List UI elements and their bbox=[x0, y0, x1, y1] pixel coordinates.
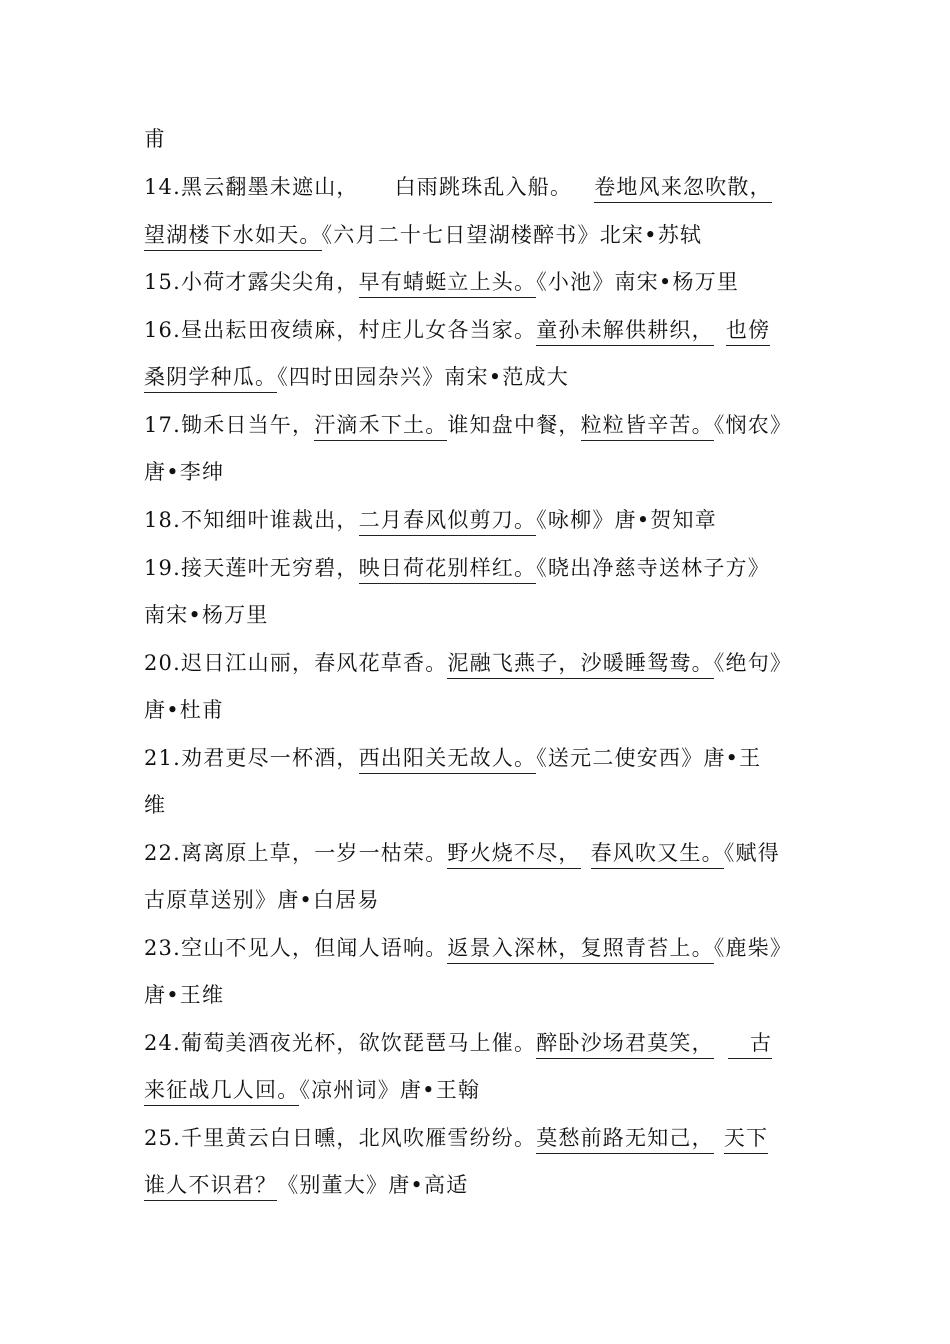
fill-in-answer: 天下 bbox=[724, 1126, 768, 1154]
text-line bbox=[144, 1077, 824, 1103]
line-text: 17.锄禾日当午， bbox=[144, 413, 315, 437]
fill-in-answer: 泥融飞燕子， bbox=[447, 651, 580, 679]
fill-in-answer: 谁人不识君？ bbox=[144, 1173, 277, 1201]
text-line bbox=[144, 126, 824, 152]
text-line bbox=[144, 697, 824, 723]
line-text: 22.离离原上草，一岁一枯荣。 bbox=[144, 841, 448, 865]
text-line bbox=[144, 1030, 824, 1056]
line-text: 唐•王维 bbox=[144, 983, 225, 1007]
line-text: 《赋得 bbox=[723, 841, 780, 865]
fill-in-answer: 也傍 bbox=[726, 318, 770, 346]
line-text: 维 bbox=[144, 793, 167, 817]
line-text: 20.迟日江山丽，春风花草香。 bbox=[144, 651, 448, 675]
fill-in-answer: 卷地风来忽吹散， bbox=[594, 175, 772, 203]
fill-in-answer: 早有蜻蜓立上头。 bbox=[359, 270, 537, 298]
fill-in-answer: 古 bbox=[728, 1031, 772, 1059]
text-line bbox=[144, 887, 824, 913]
fill-in-answer: 野火烧不尽， bbox=[447, 841, 580, 869]
text-line bbox=[144, 412, 824, 438]
text-line bbox=[144, 459, 824, 485]
text-line bbox=[144, 935, 824, 961]
text-line bbox=[144, 1125, 824, 1151]
line-text: 唐•杜甫 bbox=[144, 698, 225, 722]
fill-in-answer: 复照青苔上。 bbox=[581, 936, 714, 964]
fill-in-answer: 西出阳关无故人。 bbox=[359, 746, 537, 774]
line-text: 《小池》南宋•杨万里 bbox=[536, 270, 740, 294]
text-line bbox=[144, 792, 824, 818]
line-text: 24.葡萄美酒夜光杯，欲饮琵琶马上催。 bbox=[144, 1031, 537, 1055]
fill-in-answer: 汗滴禾下土。 bbox=[314, 413, 447, 441]
fill-in-answer: 映日荷花别样红。 bbox=[359, 556, 537, 584]
line-text: 甫 bbox=[144, 127, 167, 151]
line-text: 唐•李绅 bbox=[144, 460, 225, 484]
text-line bbox=[144, 507, 824, 533]
line-text: 白雨跳珠乱入船。 bbox=[394, 175, 573, 199]
line-text: 《别董大》唐•高适 bbox=[277, 1173, 469, 1197]
line-text: 16.昼出耘田夜绩麻，村庄儿女各当家。 bbox=[144, 318, 537, 342]
text-line bbox=[144, 317, 824, 343]
line-text: 19.接天莲叶无穷碧， bbox=[144, 556, 359, 580]
text-line bbox=[144, 222, 824, 248]
line-text: 25.千里黄云白日曛，北风吹雁雪纷纷。 bbox=[144, 1126, 537, 1150]
fill-in-answer: 醉卧沙场君莫笑， bbox=[536, 1031, 714, 1059]
line-text: 谁知盘中餐， bbox=[447, 413, 581, 437]
line-text: 23.空山不见人，但闻人语响。 bbox=[144, 936, 448, 960]
line-text: 《咏柳》唐•贺知章 bbox=[536, 508, 717, 532]
line-text: 15.小荷才露尖尖角， bbox=[144, 270, 359, 294]
text-line bbox=[144, 174, 824, 200]
fill-in-answer: 望湖楼下水如天。 bbox=[144, 223, 322, 251]
line-text: 古原草送别》唐•白居易 bbox=[144, 888, 380, 912]
line-text: 《凉州词》唐•王翰 bbox=[299, 1078, 481, 1102]
line-text: 《四时田园杂兴》南宋•范成大 bbox=[277, 365, 569, 389]
text-line bbox=[144, 602, 824, 628]
text-line bbox=[144, 269, 824, 295]
line-text: 《晓出净慈寺送林子方》 bbox=[536, 556, 770, 580]
fill-in-answer: 莫愁前路无知己， bbox=[536, 1126, 714, 1154]
fill-in-answer: 沙暖睡鸳鸯。 bbox=[581, 651, 714, 679]
text-line bbox=[144, 1172, 824, 1198]
line-text: 14.黑云翻墨未遮山， bbox=[144, 175, 359, 199]
text-line bbox=[144, 364, 824, 390]
fill-in-answer: 粒粒皆辛苦。 bbox=[581, 413, 714, 441]
fill-in-answer: 童孙未解供耕织， bbox=[536, 318, 714, 346]
fill-in-answer: 春风吹又生。 bbox=[591, 841, 724, 869]
text-line bbox=[144, 555, 824, 581]
line-text: 《绝句》 bbox=[713, 651, 793, 675]
fill-in-answer: 来征战几人回。 bbox=[144, 1078, 299, 1106]
text-line bbox=[144, 840, 824, 866]
line-text: 18.不知细叶谁裁出， bbox=[144, 508, 359, 532]
line-text: 《六月二十七日望湖楼醉书》北宋•苏轼 bbox=[321, 223, 703, 247]
line-text: 《悯农》 bbox=[713, 413, 793, 437]
line-text: 《送元二使安西》唐•王 bbox=[536, 746, 762, 770]
fill-in-answer: 桑阴学种瓜。 bbox=[144, 365, 277, 393]
fill-in-answer: 返景入深林， bbox=[447, 936, 580, 964]
line-text: 南宋•杨万里 bbox=[144, 603, 269, 627]
text-line bbox=[144, 650, 824, 676]
text-line bbox=[144, 745, 824, 771]
line-text: 《鹿柴》 bbox=[713, 936, 793, 960]
line-text: 21.劝君更尽一杯酒， bbox=[144, 746, 359, 770]
text-line bbox=[144, 982, 824, 1008]
fill-in-answer: 二月春风似剪刀。 bbox=[359, 508, 537, 536]
